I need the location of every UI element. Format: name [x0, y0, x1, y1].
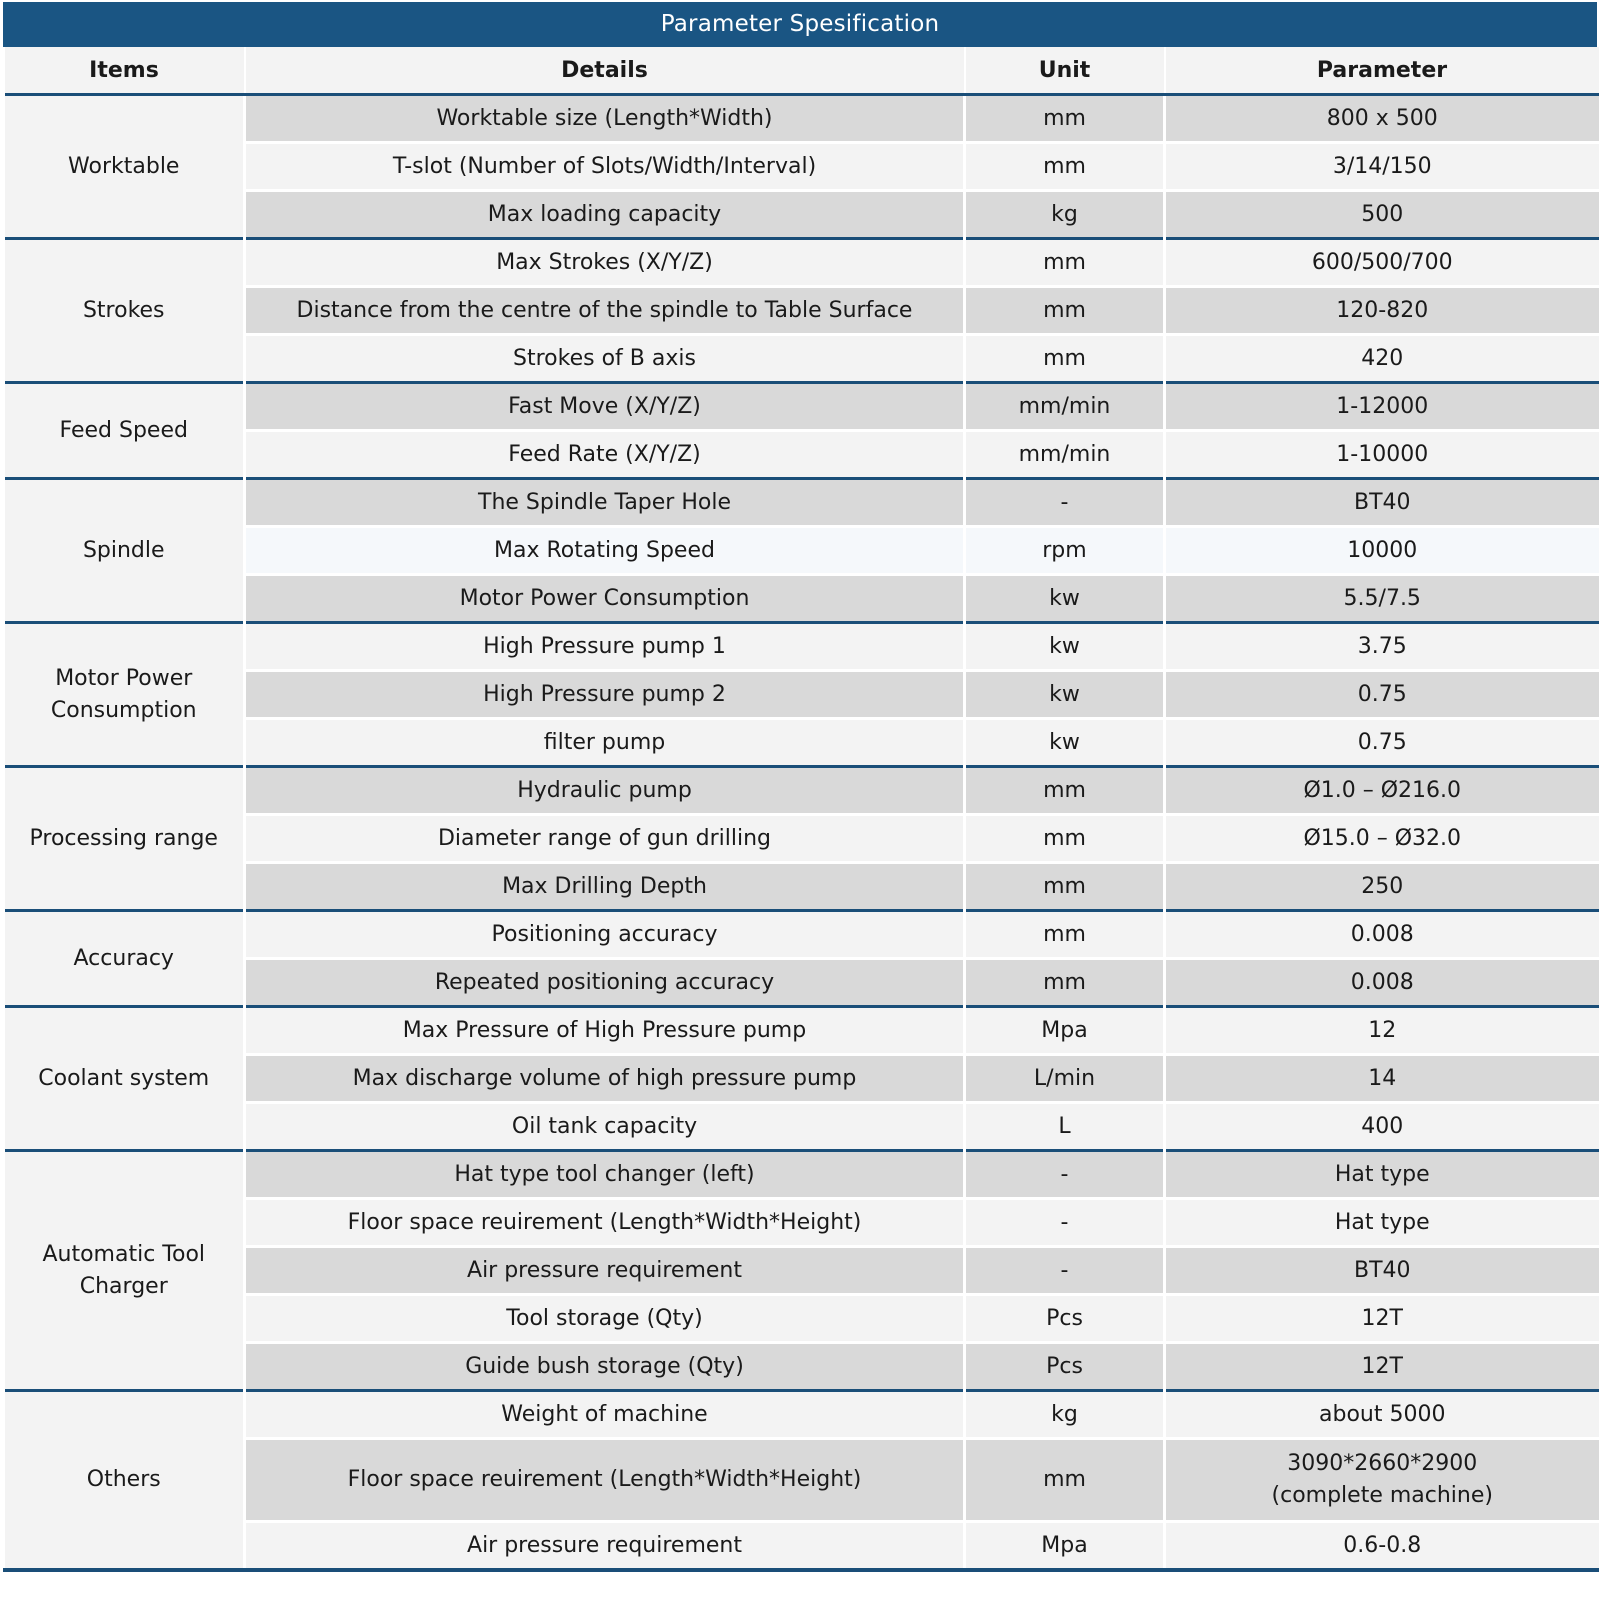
unit-cell: mm	[965, 239, 1165, 287]
parameter-cell: 12T	[1165, 1295, 1599, 1343]
table-row	[5, 1247, 1599, 1295]
parameter-cell: 14	[1165, 1055, 1599, 1103]
table-row	[5, 239, 1599, 287]
table-row	[5, 623, 1599, 671]
parameter-cell: 0.75	[1165, 671, 1599, 719]
unit-cell: kw	[965, 575, 1165, 623]
detail-cell: Hydraulic pump	[245, 767, 965, 815]
detail-cell: Floor space reuirement (Length*Width*Height)	[245, 1439, 965, 1522]
parameter-cell: Ø15.0 – Ø32.0	[1165, 815, 1599, 863]
table-row	[5, 575, 1599, 623]
unit-cell: -	[965, 479, 1165, 527]
unit-cell: Mpa	[965, 1007, 1165, 1055]
unit-cell: mm/min	[965, 383, 1165, 431]
table-row	[5, 1295, 1599, 1343]
item-group-label: Accuracy	[5, 911, 245, 1007]
detail-cell: Max Pressure of High Pressure pump	[245, 1007, 965, 1055]
unit-cell: mm	[965, 1439, 1165, 1522]
table-row	[5, 1439, 1599, 1522]
unit-cell: kw	[965, 719, 1165, 767]
parameter-cell: about 5000	[1165, 1391, 1599, 1439]
unit-cell: kg	[965, 1391, 1165, 1439]
unit-cell: -	[965, 1199, 1165, 1247]
detail-cell: Max Rotating Speed	[245, 527, 965, 575]
table-row	[5, 815, 1599, 863]
detail-cell: Air pressure requirement	[245, 1522, 965, 1571]
unit-cell: Pcs	[965, 1343, 1165, 1391]
table-row	[5, 287, 1599, 335]
unit-cell: mm	[965, 959, 1165, 1007]
bottom-border	[5, 1570, 1599, 1572]
parameter-cell: 12	[1165, 1007, 1599, 1055]
parameter-cell: 800 x 500	[1165, 95, 1599, 143]
detail-cell: Max loading capacity	[245, 191, 965, 239]
detail-cell: Repeated positioning accuracy	[245, 959, 965, 1007]
unit-cell: kg	[965, 191, 1165, 239]
item-group-label: Processing range	[5, 767, 245, 911]
table-title: Parameter Spesification	[3, 2, 1597, 47]
unit-cell: mm	[965, 767, 1165, 815]
table-row	[5, 863, 1599, 911]
parameter-cell: 0.75	[1165, 719, 1599, 767]
parameter-cell: 0.008	[1165, 959, 1599, 1007]
detail-cell: The Spindle Taper Hole	[245, 479, 965, 527]
detail-cell: Feed Rate (X/Y/Z)	[245, 431, 965, 479]
unit-cell: mm/min	[965, 431, 1165, 479]
parameter-cell: 3/14/150	[1165, 143, 1599, 191]
unit-cell: Mpa	[965, 1522, 1165, 1571]
parameter-cell: 10000	[1165, 527, 1599, 575]
parameter-cell: 5.5/7.5	[1165, 575, 1599, 623]
parameter-cell: Ø1.0 – Ø216.0	[1165, 767, 1599, 815]
bottom-rule	[5, 1570, 1599, 1572]
detail-cell: Max Strokes (X/Y/Z)	[245, 239, 965, 287]
unit-cell: rpm	[965, 527, 1165, 575]
table-row	[5, 143, 1599, 191]
unit-cell: mm	[965, 815, 1165, 863]
detail-cell: Max discharge volume of high pressure pump	[245, 1055, 965, 1103]
item-group-label: Automatic Tool Charger	[5, 1151, 245, 1391]
detail-cell: Strokes of B axis	[245, 335, 965, 383]
table-row	[5, 479, 1599, 527]
header-items: Items	[5, 47, 245, 95]
table-row	[5, 719, 1599, 767]
header-unit: Unit	[965, 47, 1165, 95]
item-group-label: Spindle	[5, 479, 245, 623]
table-row	[5, 1522, 1599, 1571]
unit-cell: kw	[965, 623, 1165, 671]
table-row	[5, 527, 1599, 575]
parameter-cell: 0.6-0.8	[1165, 1522, 1599, 1571]
spec-table	[3, 47, 1599, 1572]
detail-cell: Hat type tool changer (left)	[245, 1151, 965, 1199]
detail-cell: T-slot (Number of Slots/Width/Interval)	[245, 143, 965, 191]
spec-body	[5, 95, 1599, 1571]
table-row	[5, 383, 1599, 431]
unit-cell: mm	[965, 143, 1165, 191]
detail-cell: Floor space reuirement (Length*Width*Height)	[245, 1199, 965, 1247]
parameter-cell: 1-12000	[1165, 383, 1599, 431]
table-row	[5, 1055, 1599, 1103]
table-row	[5, 431, 1599, 479]
parameter-cell: 400	[1165, 1103, 1599, 1151]
parameter-cell: 3090*2660*2900 (complete machine)	[1165, 1439, 1599, 1522]
unit-cell: -	[965, 1151, 1165, 1199]
item-group-label: Others	[5, 1391, 245, 1571]
table-row	[5, 191, 1599, 239]
detail-cell: Air pressure requirement	[245, 1247, 965, 1295]
table-row	[5, 911, 1599, 959]
unit-cell: L	[965, 1103, 1165, 1151]
table-row	[5, 1343, 1599, 1391]
header-row	[5, 47, 1599, 95]
detail-cell: Max Drilling Depth	[245, 863, 965, 911]
table-row	[5, 1391, 1599, 1439]
table-row	[5, 671, 1599, 719]
table-row	[5, 335, 1599, 383]
item-group-label: Coolant system	[5, 1007, 245, 1151]
item-group-label: Strokes	[5, 239, 245, 383]
unit-cell: mm	[965, 911, 1165, 959]
detail-cell: Fast Move (X/Y/Z)	[245, 383, 965, 431]
table-row	[5, 959, 1599, 1007]
table-row	[5, 1199, 1599, 1247]
detail-cell: Diameter range of gun drilling	[245, 815, 965, 863]
item-group-label: Worktable	[5, 95, 245, 239]
detail-cell: Motor Power Consumption	[245, 575, 965, 623]
parameter-cell: 3.75	[1165, 623, 1599, 671]
detail-cell: Positioning accuracy	[245, 911, 965, 959]
detail-cell: Oil tank capacity	[245, 1103, 965, 1151]
table-row	[5, 1151, 1599, 1199]
table-row	[5, 1007, 1599, 1055]
detail-cell: Tool storage (Qty)	[245, 1295, 965, 1343]
table-row	[5, 767, 1599, 815]
unit-cell: mm	[965, 95, 1165, 143]
parameter-cell: 500	[1165, 191, 1599, 239]
parameter-cell: Hat type	[1165, 1151, 1599, 1199]
table-row	[5, 1103, 1599, 1151]
item-group-label: Motor Power Consumption	[5, 623, 245, 767]
parameter-cell: 0.008	[1165, 911, 1599, 959]
header-details: Details	[245, 47, 965, 95]
parameter-cell: BT40	[1165, 1247, 1599, 1295]
parameter-cell: 120-820	[1165, 287, 1599, 335]
unit-cell: -	[965, 1247, 1165, 1295]
table-row	[5, 95, 1599, 143]
detail-cell: High Pressure pump 1	[245, 623, 965, 671]
detail-cell: Guide bush storage (Qty)	[245, 1343, 965, 1391]
unit-cell: mm	[965, 335, 1165, 383]
unit-cell: L/min	[965, 1055, 1165, 1103]
parameter-cell: Hat type	[1165, 1199, 1599, 1247]
unit-cell: mm	[965, 287, 1165, 335]
parameter-cell: 250	[1165, 863, 1599, 911]
detail-cell: Weight of machine	[245, 1391, 965, 1439]
detail-cell: High Pressure pump 2	[245, 671, 965, 719]
parameter-cell: BT40	[1165, 479, 1599, 527]
unit-cell: kw	[965, 671, 1165, 719]
item-group-label: Feed Speed	[5, 383, 245, 479]
unit-cell: Pcs	[965, 1295, 1165, 1343]
detail-cell: Distance from the centre of the spindle to Table Surface	[245, 287, 965, 335]
parameter-cell: 600/500/700	[1165, 239, 1599, 287]
spec-document	[3, 2, 1597, 1572]
detail-cell: filter pump	[245, 719, 965, 767]
unit-cell: mm	[965, 863, 1165, 911]
detail-cell: Worktable size (Length*Width)	[245, 95, 965, 143]
parameter-cell: 12T	[1165, 1343, 1599, 1391]
header-parameter: Parameter	[1165, 47, 1599, 95]
parameter-cell: 1-10000	[1165, 431, 1599, 479]
parameter-cell: 420	[1165, 335, 1599, 383]
